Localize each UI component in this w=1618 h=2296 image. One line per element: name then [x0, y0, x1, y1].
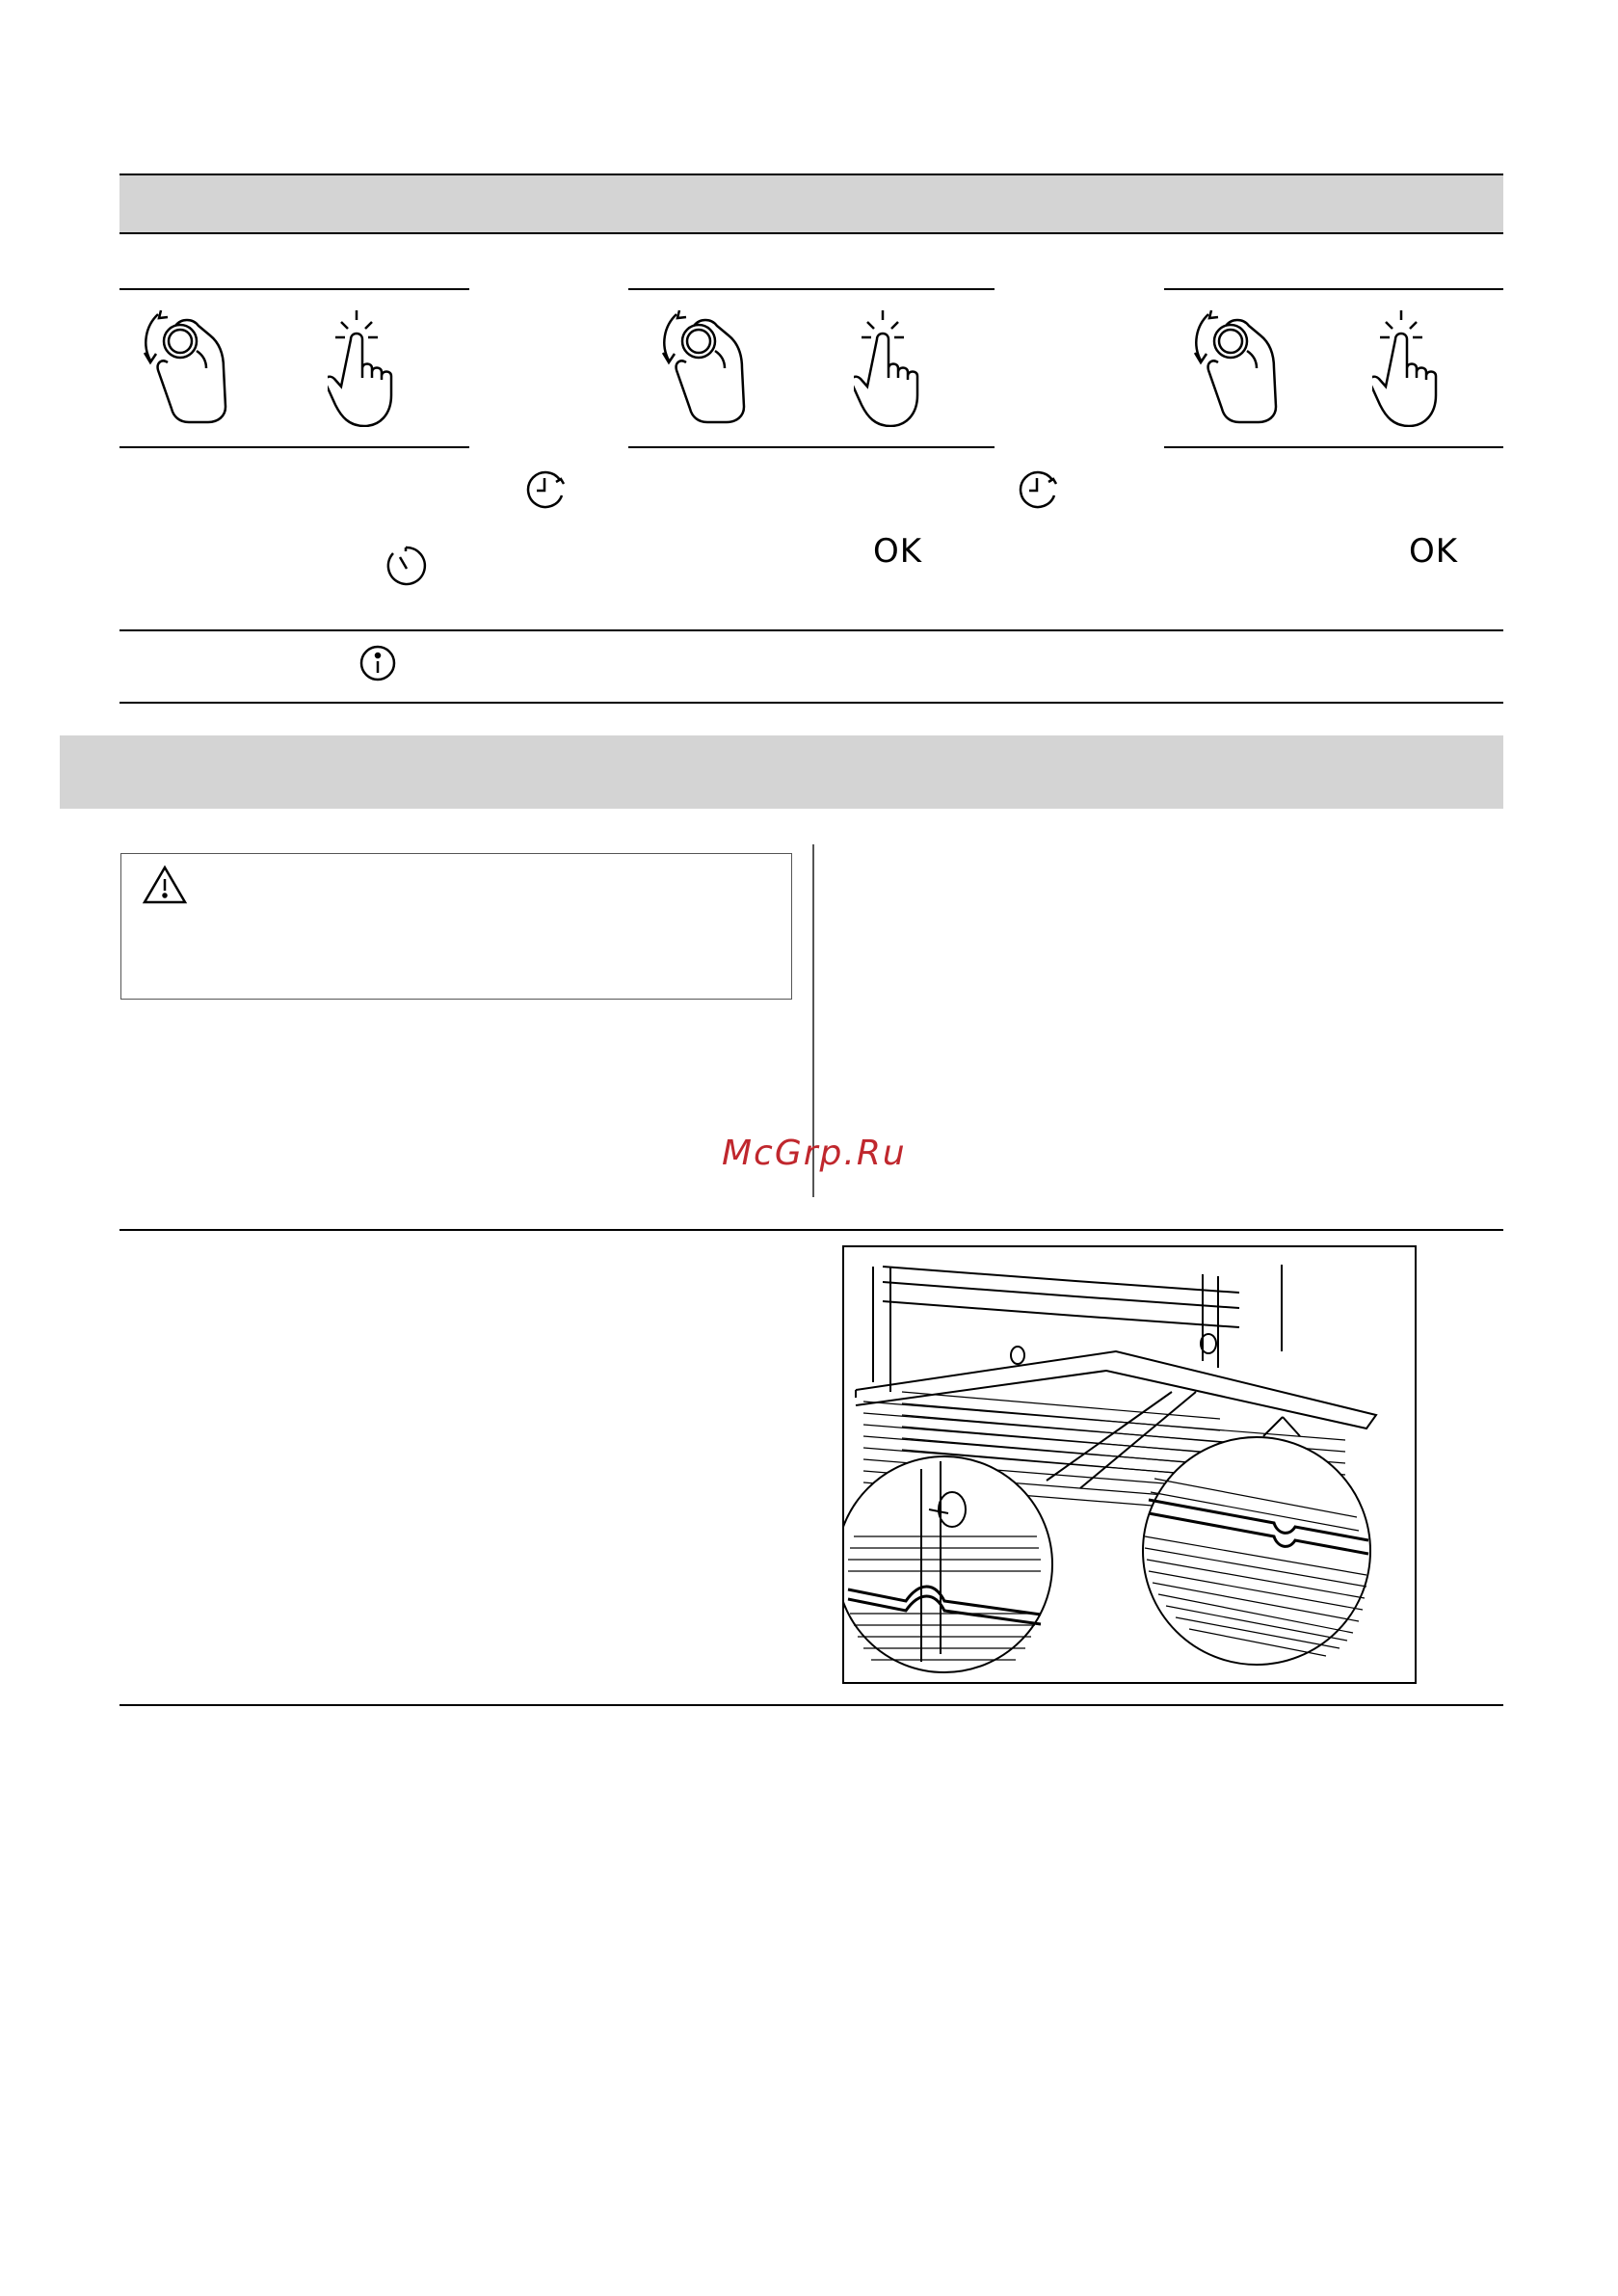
section-top-rule — [119, 1229, 1503, 1231]
info-icon — [358, 644, 397, 682]
tap-finger-icon — [328, 307, 405, 427]
step2-bottom-rule — [628, 446, 995, 448]
info-bottom-rule — [119, 702, 1503, 704]
clock-arrow-icon — [525, 468, 570, 511]
section-header-band — [60, 735, 1503, 809]
knob-turn-hand-icon — [1187, 305, 1293, 425]
knob-turn-hand-icon — [137, 305, 243, 425]
step1-bottom-rule — [119, 446, 469, 448]
warning-box — [120, 853, 792, 1000]
step1-top-rule — [119, 288, 469, 290]
section-header-band — [119, 175, 1503, 232]
section-bottom-rule — [119, 1704, 1503, 1706]
step3-bottom-rule — [1164, 446, 1503, 448]
tap-finger-icon — [1372, 307, 1449, 427]
watermark: McGrp.Ru — [722, 1134, 907, 1173]
ok-label: OK — [1409, 532, 1459, 571]
step3-top-rule — [1164, 288, 1503, 290]
clock-arrow-icon — [1018, 468, 1062, 511]
oven-shelf-illustration — [842, 1245, 1417, 1684]
ok-label: OK — [873, 532, 923, 571]
tap-finger-icon — [854, 307, 931, 427]
timer-icon — [384, 544, 428, 588]
warning-triangle-icon — [141, 864, 189, 906]
info-top-rule — [119, 629, 1503, 631]
header-bottom-rule — [119, 232, 1503, 234]
step2-top-rule — [628, 288, 995, 290]
knob-turn-hand-icon — [655, 305, 761, 425]
